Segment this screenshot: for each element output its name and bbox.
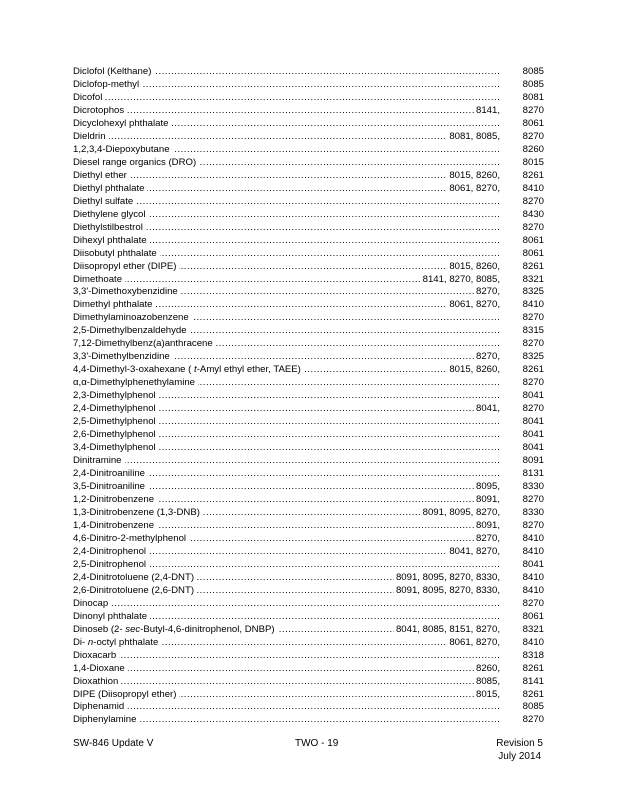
index-entry bbox=[73, 637, 544, 650]
entry-method-number: 8318 bbox=[522, 649, 544, 661]
entry-method-number: 8260 bbox=[522, 143, 544, 155]
entry-name: Diethylene glycol bbox=[73, 209, 149, 222]
index-entry bbox=[73, 157, 544, 170]
entry-name: Dieldrin bbox=[73, 131, 109, 144]
footer-document-id: SW-846 Update V bbox=[73, 738, 154, 749]
index-entry bbox=[73, 494, 544, 507]
entry-name: 2,4-Dinitrophenol bbox=[73, 546, 149, 559]
entry-method-number: 8041 bbox=[522, 416, 544, 428]
entry-method-refs: 8015, 8260, bbox=[449, 364, 500, 376]
entry-name: 1,2,3,4-Diepoxybutane bbox=[73, 144, 173, 157]
entry-method-refs: 8061, 8270, bbox=[449, 299, 500, 311]
index-entry bbox=[73, 403, 544, 416]
entry-name: 1,3-Dinitrobenzene (1,3-DNB) bbox=[73, 507, 203, 520]
entry-method-number: 8091 bbox=[522, 455, 544, 467]
footer-revision-date: July 2014 bbox=[498, 751, 542, 762]
entry-method-number: 8410 bbox=[522, 299, 544, 311]
index-entry bbox=[73, 676, 544, 689]
leader-dots bbox=[73, 701, 500, 714]
entry-name: 3,3'-Dimethoxybenzidine bbox=[73, 286, 181, 299]
index-entry bbox=[73, 416, 544, 429]
entry-name: Dicofol bbox=[73, 92, 105, 105]
leader-dots bbox=[73, 455, 500, 468]
entry-name: Dinoseb (2- sec-Butyl-4,6-dinitrophenol, DNBP) bbox=[73, 624, 278, 637]
entry-name: 2,5-Dinitrophenol bbox=[73, 559, 149, 572]
footer-revision-number: Revision 5 bbox=[496, 738, 543, 749]
entry-method-number: 8270 bbox=[522, 597, 544, 609]
index-entry bbox=[73, 183, 544, 196]
entry-method-number: 8041 bbox=[522, 429, 544, 441]
index-entry bbox=[73, 481, 544, 494]
entry-method-number: 8081 bbox=[522, 91, 544, 103]
index-entry bbox=[73, 546, 544, 559]
entry-method-number: 8321 bbox=[522, 623, 544, 635]
entry-method-number: 8041 bbox=[522, 442, 544, 454]
leader-dots bbox=[73, 131, 500, 144]
index-entry bbox=[73, 131, 544, 144]
entry-name: Diethylstilbestrol bbox=[73, 222, 146, 235]
entry-name: Dicrotophos bbox=[73, 105, 127, 118]
entry-method-number: 8410 bbox=[522, 532, 544, 544]
entry-name: 1,4-Dioxane bbox=[73, 663, 128, 676]
entry-name: Di- n-octyl phthalate bbox=[73, 637, 161, 650]
entry-method-number: 8015 bbox=[522, 156, 544, 168]
entry-name: Dimethylaminoazobenzene bbox=[73, 312, 192, 325]
index-entry bbox=[73, 105, 544, 118]
index-entry bbox=[73, 520, 544, 533]
entry-method-refs: 8061, 8270, bbox=[449, 182, 500, 194]
entry-method-number: 8325 bbox=[522, 286, 544, 298]
entry-method-number: 8261 bbox=[522, 260, 544, 272]
entry-method-refs: 8095, bbox=[475, 481, 500, 492]
entry-method-number: 8410 bbox=[522, 571, 544, 583]
entry-method-refs: 8141, 8270, 8085, bbox=[422, 273, 500, 285]
index-entry bbox=[73, 66, 544, 79]
entry-method-number: 8270 bbox=[522, 519, 544, 531]
index-entry bbox=[73, 572, 544, 585]
entry-method-refs: 8085, bbox=[475, 675, 500, 687]
index-entry bbox=[73, 663, 544, 676]
leader-dots bbox=[73, 92, 500, 105]
entry-method-refs: 8061, 8270, bbox=[449, 636, 500, 648]
entry-method-number: 8061 bbox=[522, 117, 544, 129]
index-entry bbox=[73, 455, 544, 468]
entry-name: 2,3-Dimethylphenol bbox=[73, 390, 159, 403]
entry-name: 2,4-Dinitroaniline bbox=[73, 468, 148, 481]
entry-method-refs: 8091, 8095, 8270, 8330, bbox=[395, 571, 500, 583]
entry-name: 3,5-Dinitroaniline bbox=[73, 481, 148, 494]
entry-method-number: 8321 bbox=[522, 273, 544, 285]
entry-name: Dinonyl phthalate bbox=[73, 611, 150, 624]
entry-name: Diclofol (Kelthane) bbox=[73, 66, 154, 79]
entry-name: Diisopropyl ether (DIPE) bbox=[73, 261, 179, 274]
leader-dots bbox=[73, 170, 500, 183]
index-entry bbox=[73, 274, 544, 287]
entry-name: 4,4-Dimethyl-3-oxahexane ( t-Amyl ethyl ether, TAEE) bbox=[73, 364, 304, 377]
entry-method-number: 8410 bbox=[522, 636, 544, 648]
index-entry bbox=[73, 261, 544, 274]
entry-name: Dicyclohexyl phthalate bbox=[73, 118, 171, 131]
index-entry bbox=[73, 209, 544, 222]
index-entry bbox=[73, 248, 544, 261]
entry-method-number: 8261 bbox=[522, 169, 544, 181]
entry-method-refs: 8041, bbox=[475, 403, 500, 415]
entry-method-number: 8270 bbox=[522, 403, 544, 415]
entry-method-refs: 8091, bbox=[475, 493, 500, 505]
entry-method-number: 8085 bbox=[522, 701, 544, 713]
entry-method-refs: 8015, 8260, bbox=[449, 260, 500, 272]
entry-method-number: 8325 bbox=[522, 351, 544, 363]
index-entry bbox=[73, 222, 544, 235]
entry-name: Dinocap bbox=[73, 598, 111, 611]
leader-dots bbox=[73, 663, 500, 676]
index-entry bbox=[73, 79, 544, 92]
entry-method-number: 8061 bbox=[522, 610, 544, 622]
entry-name: 3,3'-Dimethylbenzidine bbox=[73, 351, 173, 364]
entry-method-refs: 8270, bbox=[475, 532, 500, 544]
entry-name: 2,6-Dimethylphenol bbox=[73, 429, 159, 442]
entry-name: α,α-Dimethylphenethylamine bbox=[73, 377, 198, 390]
entry-method-number: 8270 bbox=[522, 377, 544, 389]
entry-method-refs: 8041, 8270, bbox=[449, 545, 500, 557]
index-entry bbox=[73, 689, 544, 702]
entry-name: 2,4-Dimethylphenol bbox=[73, 403, 159, 416]
entry-name: Diethyl sulfate bbox=[73, 196, 136, 209]
entry-method-refs: 8015, bbox=[475, 688, 500, 700]
entry-name: Diisobutyl phthalate bbox=[73, 248, 160, 261]
index-entry bbox=[73, 299, 544, 312]
entry-method-refs: 8141, bbox=[475, 104, 500, 116]
entry-method-number: 8041 bbox=[522, 558, 544, 570]
entry-name: Diphenylamine bbox=[73, 714, 139, 727]
index-entry bbox=[73, 235, 544, 248]
leader-dots bbox=[73, 676, 500, 689]
entry-name: 1,2-Dinitrobenzene bbox=[73, 494, 157, 507]
entry-method-refs: 8091, 8095, 8270, bbox=[422, 506, 500, 518]
chemical-index-list bbox=[73, 66, 544, 727]
index-entry bbox=[73, 196, 544, 209]
entry-method-number: 8270 bbox=[522, 195, 544, 207]
entry-name: Dioxathion bbox=[73, 676, 121, 689]
index-entry bbox=[73, 650, 544, 663]
index-entry bbox=[73, 533, 544, 546]
index-entry bbox=[73, 714, 544, 727]
index-entry bbox=[73, 118, 544, 131]
leader-dots bbox=[73, 598, 500, 611]
entry-name: 3,4-Dimethylphenol bbox=[73, 442, 159, 455]
entry-method-number: 8261 bbox=[522, 364, 544, 376]
entry-name: Dimethyl phthalate bbox=[73, 299, 155, 312]
entry-method-refs: 8015, 8260, bbox=[449, 169, 500, 181]
entry-method-number: 8131 bbox=[522, 468, 544, 480]
entry-name: Diclofop-methyl bbox=[73, 79, 142, 92]
entry-name: 2,5-Dimethylbenzaldehyde bbox=[73, 325, 190, 338]
entry-method-refs: 8041, 8085, 8151, 8270, bbox=[395, 623, 500, 635]
entry-method-refs: 8081, 8085, bbox=[449, 130, 500, 142]
entry-name: 4,6-Dinitro-2-methylphenol bbox=[73, 533, 189, 546]
entry-method-number: 8061 bbox=[522, 234, 544, 246]
entry-method-refs: 8270, bbox=[475, 286, 500, 298]
entry-method-refs: 8270, bbox=[475, 351, 500, 363]
entry-name: Dimethoate bbox=[73, 274, 125, 287]
entry-name: Diethyl phthalate bbox=[73, 183, 147, 196]
entry-method-number: 8061 bbox=[522, 247, 544, 259]
entry-method-number: 8410 bbox=[522, 545, 544, 557]
entry-name: Diesel range organics (DRO) bbox=[73, 157, 199, 170]
entry-name: Dihexyl phthalate bbox=[73, 235, 150, 248]
entry-method-number: 8270 bbox=[522, 104, 544, 116]
entry-name: Dinitramine bbox=[73, 455, 125, 468]
entry-method-number: 8330 bbox=[522, 481, 544, 492]
index-entry bbox=[73, 286, 544, 299]
leader-dots bbox=[73, 650, 500, 663]
entry-method-number: 8315 bbox=[522, 325, 544, 337]
index-entry bbox=[73, 507, 544, 520]
entry-method-refs: 8091, 8095, 8270, 8330, bbox=[395, 584, 500, 596]
footer-page-number: TWO - 19 bbox=[295, 738, 339, 749]
index-entry bbox=[73, 701, 544, 714]
entry-name: 1,4-Dinitrobenzene bbox=[73, 520, 157, 533]
entry-method-number: 8330 bbox=[522, 506, 544, 518]
entry-method-refs: 8091, bbox=[475, 519, 500, 531]
entry-method-number: 8041 bbox=[522, 390, 544, 402]
entry-name: 2,5-Dimethylphenol bbox=[73, 416, 159, 429]
entry-method-number: 8085 bbox=[522, 78, 544, 90]
index-entry bbox=[73, 468, 544, 481]
index-entry bbox=[73, 611, 544, 624]
index-entry bbox=[73, 144, 544, 157]
entry-method-number: 8270 bbox=[522, 338, 544, 350]
entry-method-number: 8410 bbox=[522, 584, 544, 596]
index-entry bbox=[73, 325, 544, 338]
index-entry bbox=[73, 585, 544, 598]
index-entry bbox=[73, 170, 544, 183]
entry-name: 2,6-Dinitrotoluene (2,6-DNT) bbox=[73, 585, 197, 598]
entry-method-number: 8270 bbox=[522, 312, 544, 324]
entry-method-number: 8410 bbox=[522, 182, 544, 194]
index-entry bbox=[73, 559, 544, 572]
entry-method-number: 8270 bbox=[522, 130, 544, 142]
index-entry bbox=[73, 598, 544, 611]
entry-method-number: 8261 bbox=[522, 688, 544, 700]
entry-name: Diphenamid bbox=[73, 701, 127, 714]
entry-name: 2,4-Dinitrotoluene (2,4-DNT) bbox=[73, 572, 197, 585]
entry-method-number: 8085 bbox=[522, 66, 544, 77]
entry-name: 7,12-Dimethylbenz(a)anthracene bbox=[73, 338, 216, 351]
index-entry bbox=[73, 364, 544, 377]
entry-method-number: 8270 bbox=[522, 493, 544, 505]
entry-method-number: 8270 bbox=[522, 221, 544, 233]
entry-method-number: 8270 bbox=[522, 714, 544, 726]
leader-dots bbox=[73, 196, 500, 209]
index-entry bbox=[73, 312, 544, 325]
entry-method-number: 8261 bbox=[522, 662, 544, 674]
index-entry bbox=[73, 377, 544, 390]
footer-revision bbox=[496, 737, 543, 763]
entry-name: Dioxacarb bbox=[73, 650, 119, 663]
entry-method-refs: 8260, bbox=[475, 662, 500, 674]
index-entry bbox=[73, 442, 544, 455]
entry-name: Diethyl ether bbox=[73, 170, 130, 183]
index-entry bbox=[73, 351, 544, 364]
entry-method-number: 8430 bbox=[522, 208, 544, 220]
entry-method-number: 8141 bbox=[522, 675, 544, 687]
index-entry bbox=[73, 624, 544, 637]
index-entry bbox=[73, 390, 544, 403]
entry-name: DIPE (Diisopropyl ether) bbox=[73, 689, 179, 702]
index-entry bbox=[73, 338, 544, 351]
index-entry bbox=[73, 92, 544, 105]
index-entry bbox=[73, 429, 544, 442]
leader-dots bbox=[73, 105, 500, 118]
